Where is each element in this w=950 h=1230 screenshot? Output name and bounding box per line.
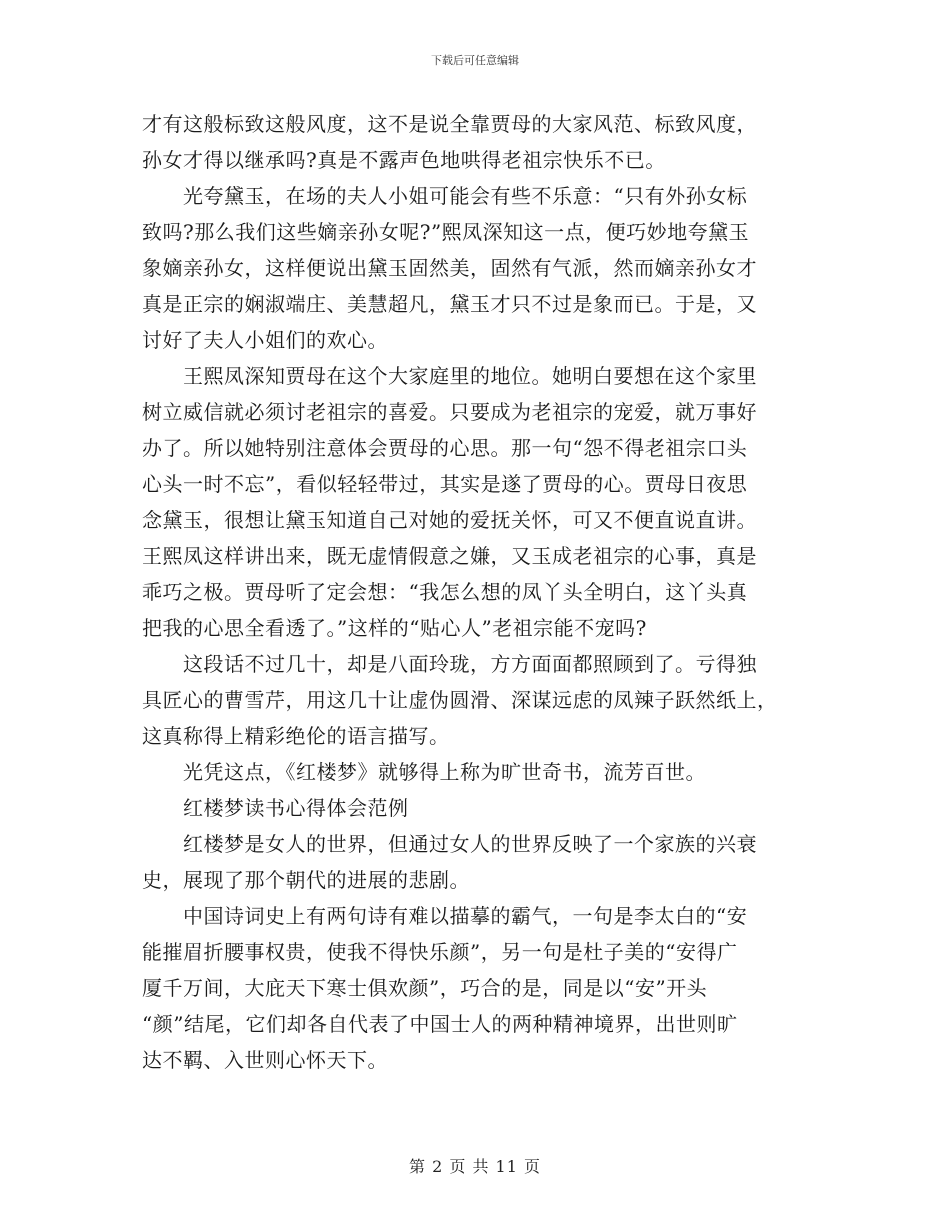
text-line: 办了。所以她特别注意体会贾母的心思。那一句“怨不得老祖宗口头 [142,436,748,460]
text-line: 这真称得上精彩绝伦的语言描写。 [142,724,450,748]
text-line: 达不羁、入世则心怀天下。 [142,1048,388,1072]
document-body [142,106,802,1078]
text-line: 厦千万间，大庇天下寒士俱欢颜”，巧合的是，同是以“安”开头 [142,976,708,1000]
text-line: 王熙凤深知贾母在这个大家庭里的地位。她明白要想在这个家里 [142,364,757,388]
section-heading: 红楼梦读书心得体会范例 [142,796,409,820]
text-line: 念黛玉，很想让黛玉知道自己对她的爱抚关怀，可又不便直说直讲。 [142,508,757,532]
text-line: 史，展现了那个朝代的进展的悲剧。 [142,868,470,892]
text-line: 王熙凤这样讲出来，既无虚情假意之嫌，又玉成老祖宗的心事，真是 [142,544,757,568]
text-line: 讨好了夫人小姐们的欢心。 [142,328,388,352]
text-line: 具匠心的曹雪芹，用这几十让虚伪圆滑、深谋远虑的凤辣子跃然纸上， [142,688,778,712]
text-line: 象嫡亲孙女，这样便说出黛玉固然美，固然有气派，然而嫡亲孙女才 [142,256,757,280]
text-line: 光凭这点，《红楼梦》就够得上称为旷世奇书，流芳百世。 [142,760,706,784]
text-line: 树立威信就必须讨老祖宗的喜爱。只要成为老祖宗的宠爱，就万事好 [142,400,757,424]
page-header: 下载后可任意编辑 [431,54,519,67]
text-line: 孙女才得以继承吗?真是不露声色地哄得老祖宗快乐不已。 [142,148,666,172]
text-line: 致吗?那么我们这些嫡亲孙女呢?”熙凤深知这一点，便巧妙地夸黛玉 [142,220,750,244]
text-line: 才有这般标致这般风度，这不是说全靠贾母的大家风范、标致风度， [142,112,757,136]
page-number-footer: 第 2 页 共 11 页 [409,1157,541,1176]
text-line: 能摧眉折腰事权贵，使我不得快乐颜”，另一句是杜子美的“安得广 [142,940,738,964]
text-line: 心头一时不忘”，看似轻轻带过，其实是遂了贾母的心。贾母日夜思 [142,472,748,496]
text-line: 这段话不过几十，却是八面玲珑，方方面面都照顾到了。亏得独 [142,652,757,676]
text-line: 真是正宗的娴淑端庄、美慧超凡，黛玉才只不过是象而已。于是，又 [142,292,757,316]
text-line: 光夸黛玉，在场的夫人小姐可能会有些不乐意：“只有外孙女标 [142,184,748,208]
text-line: 把我的心思全看透了。”这样的“贴心人”老祖宗能不宠吗? [142,616,647,640]
text-line: 乖巧之极。贾母听了定会想：“我怎么想的凤丫头全明白，这丫头真 [142,580,748,604]
text-line: 红楼梦是女人的世界，但通过女人的世界反映了一个家族的兴衰 [142,832,757,856]
text-line: “颜”结尾，它们却各自代表了中国士人的两种精神境界，出世则旷 [142,1012,738,1036]
text-line: 中国诗词史上有两句诗有难以描摹的霸气，一句是李太白的“安 [142,904,748,928]
